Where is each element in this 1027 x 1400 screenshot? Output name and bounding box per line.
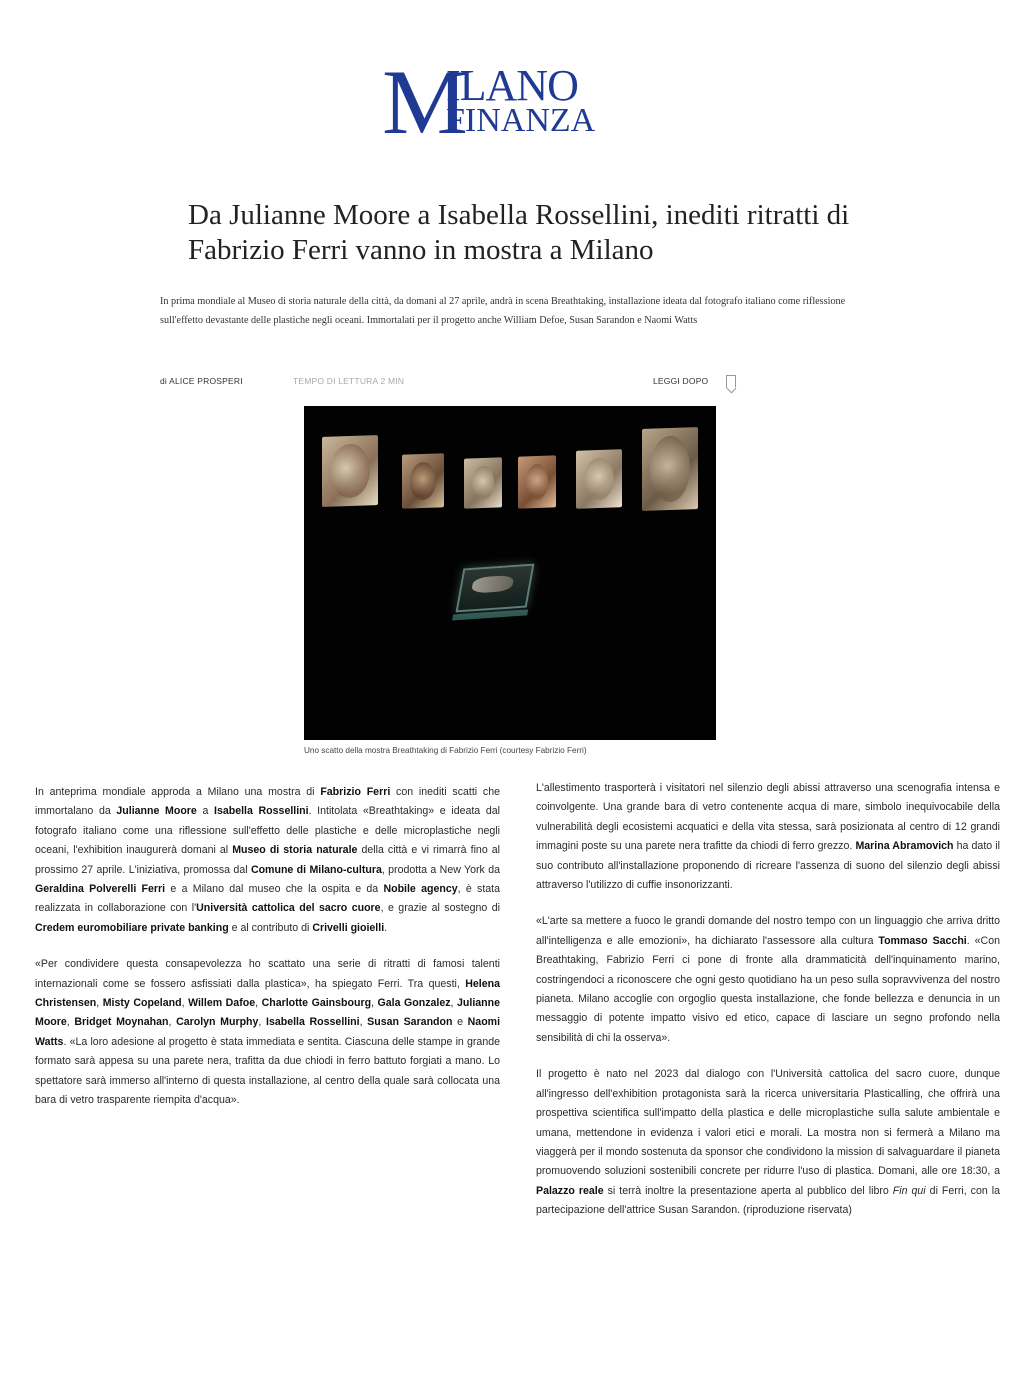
bold-text: Marina Abramovich bbox=[855, 840, 954, 853]
logo-word-finanza: FINANZA bbox=[446, 102, 596, 139]
body-paragraph bbox=[35, 783, 500, 938]
bold-text: Misty Copeland bbox=[102, 997, 182, 1010]
exhibition-photo bbox=[304, 406, 716, 740]
text-run: di Ferri, con la partecipazione dell'attrice Susan Sarandon. (riproduzione riservata) bbox=[536, 1184, 1001, 1217]
bold-text: Isabella Rossellini bbox=[214, 805, 309, 818]
text-run: , bbox=[168, 1016, 177, 1029]
text-run: , bbox=[450, 997, 458, 1010]
text-run: , è stata realizzata in collaborazione con l' bbox=[35, 883, 500, 915]
body-paragraph bbox=[536, 1065, 1000, 1220]
bold-text: Gala Gonzalez bbox=[377, 997, 451, 1010]
logo-letter-m: M bbox=[382, 51, 466, 153]
text-run: , prodotta a New York da bbox=[381, 863, 500, 876]
bold-text: Willem Dafoe bbox=[188, 997, 256, 1010]
bold-text: Tommaso Sacchi bbox=[878, 934, 967, 947]
text-run: , bbox=[255, 997, 262, 1010]
bold-text: Crivelli gioielli bbox=[312, 921, 385, 934]
read-later-button[interactable]: LEGGI DOPO bbox=[653, 376, 709, 386]
body-paragraph bbox=[35, 955, 500, 1110]
bookmark-icon[interactable] bbox=[726, 375, 736, 388]
text-run: . Intitolata «Breathtaking» e ideata dal fotografo italiano come una riflessione sull'effetto delle plastiche e delle microplastiche negli oceani, l'exhibition inaugurerà domani al bbox=[35, 805, 500, 857]
author-byline[interactable]: di ALICE PROSPERI bbox=[160, 376, 243, 386]
portrait-print bbox=[322, 435, 378, 507]
bold-text: Helena Christensen bbox=[35, 977, 500, 1010]
article-headline: Da Julianne Moore a Isabella Rossellini, inediti ritratti di Fabrizio Ferri vanno in mostra a Milano bbox=[188, 199, 850, 266]
bold-text: Geraldina Polverelli Ferri bbox=[35, 883, 166, 896]
text-run: Il progetto è nato nel 2023 dal dialogo con l'Università cattolica del sacro cuore, dunque all'ingresso dell'exhibition protagonista sarà la ricerca universitaria Plasticalling, che offrirà una prospettiva scientifica sull'impatto della plastica e delle microplastiche sulla salute ambientale e umana, mettendone in evidenza i valori etici e morali. La mostra non si fermerà a Milano ma viaggerà per il mondo sostenuta da sponsor che condividono la mission di salvaguardare il pianeta promuovendo soluzioni sostenibili concrete per ridurre l'uso di plastica. Domani, alle ore 18:30, a bbox=[536, 1068, 1000, 1178]
portrait-print bbox=[576, 449, 622, 509]
milano-finanza-logo[interactable] bbox=[380, 51, 640, 153]
body-paragraph bbox=[536, 779, 1000, 895]
text-run: . bbox=[384, 921, 388, 934]
reading-time: TEMPO DI LETTURA 2 MIN bbox=[293, 376, 405, 386]
text-run: «L'arte sa mettere a fuoco le grandi domande del nostro tempo con un linguaggio che arriva dritto all'intelligenza e alle emozioni», ha dichiarato l'assessore alla cultura bbox=[536, 915, 1000, 947]
bold-text: Comune di Milano-cultura bbox=[250, 863, 382, 876]
glass-coffin bbox=[456, 564, 535, 613]
text-run: e bbox=[452, 1016, 468, 1029]
article-body-left-column bbox=[35, 783, 500, 1128]
bold-text: Nobile agency bbox=[383, 883, 458, 896]
bold-text: Naomi Watts bbox=[35, 1016, 501, 1048]
text-run: «Per condividere questa consapevolezza ho scattato una serie di ritratti di famosi talenti internazionali come se fossero asfissiati dalla plastica», ha spiegato Ferri. Tra questi, bbox=[35, 958, 500, 990]
text-run: , bbox=[258, 1016, 267, 1029]
text-run: In anteprima mondiale approda a Milano una mostra di bbox=[35, 786, 321, 798]
bold-text: Bridget Moynahan bbox=[74, 1016, 169, 1029]
article-body-right-column bbox=[536, 779, 1000, 1238]
portrait-print bbox=[642, 427, 698, 511]
text-run: e al contributo di bbox=[228, 921, 313, 934]
bold-text: Palazzo reale bbox=[536, 1184, 604, 1197]
logo-word-ilano: ILANO bbox=[446, 61, 578, 110]
portrait-print bbox=[464, 457, 502, 508]
text-run: L'allestimento trasporterà i visitatori nel silenzio degli abissi attraverso una scenografia intensa e coinvolgente. Una grande bara di vetro contenente acqua di mare, simbolo inequivocabile della vulnerabilità degli ecosistemi acquatici e della vita stessa, sarà posizionata al centro di 12 grandi immagini poste su una parete nera trafitte da chiodi di ferro grezzo. bbox=[536, 782, 1000, 853]
bold-text: Credem euromobiliare private banking bbox=[35, 921, 229, 934]
text-run: della città e vi rimarrà fino al prossimo 27 aprile. L'iniziativa, promossa dal bbox=[35, 844, 501, 876]
bold-text: Museo di storia naturale bbox=[232, 844, 358, 857]
text-run: , bbox=[66, 1016, 75, 1029]
article-subtitle: In prima mondiale al Museo di storia naturale della città, da domani al 27 aprile, andrà in scena Breathtaking, installazione ideata dal fotografo italiano come riflessione sull'effetto devastante delle plastiche negli oceani. Immortalati per il progetto anche William Defoe, Susan Sarandon e Naomi Watts bbox=[160, 296, 846, 326]
text-run: , bbox=[359, 1016, 368, 1029]
text-run: , e grazie al sostegno di bbox=[380, 902, 500, 915]
text-run: . «Con Breathtaking, Fabrizio Ferri ci pone di fronte alla drammaticità dell'inquinamento marino, costringendoci a riconoscere che ogni gesto quotidiano ha un peso sulla sopravvivenza del nostro pianeta. Milano accoglie con orgoglio questa installazione, che fonde bellezza e denuncia in un messaggio di potente impatto visivo ed etico, capace di lasciare un segno profondo nella sensibilità di chi la osserva». bbox=[536, 934, 1000, 1044]
image-caption: Uno scatto della mostra Breathtaking di Fabrizio Ferri (courtesy Fabrizio Ferri) bbox=[304, 746, 587, 755]
text-run: con inediti scatti che immortalano da bbox=[35, 786, 500, 818]
bold-text: Susan Sarandon bbox=[367, 1016, 453, 1029]
text-run: . «La loro adesione al progetto è stata immediata e sentita. Ciascuna delle stampe in grande formato sarà appesa su una parete nera, trafitta da due chiodi in ferro battuto forgiati a mano. Lo spettatore sarà immerso all'interno di questa installazione, al centro della quale sarà collocata una bara di vetro trasparente riempita d'acqua». bbox=[35, 1035, 500, 1107]
bold-text: Julianne Moore bbox=[116, 805, 197, 818]
text-run: e a Milano dal museo che la ospita e da bbox=[165, 883, 384, 896]
text-run: , bbox=[371, 997, 378, 1010]
portrait-print bbox=[518, 455, 556, 508]
text-run: , bbox=[181, 997, 189, 1010]
bold-text: Julianne Moore bbox=[35, 997, 501, 1029]
bold-text: Isabella Rossellini bbox=[266, 1016, 360, 1029]
body-paragraph bbox=[536, 912, 1000, 1048]
bold-text: Fabrizio Ferri bbox=[320, 786, 391, 798]
text-run: ha dato il suo contributo all'installazione proponendo di ricreare l'assenza di suono del silenzio degli abissi attraverso l'utilizzo di cuffie insonorizzanti. bbox=[536, 840, 1000, 892]
text-run: , bbox=[96, 997, 103, 1010]
text-run: si terrà inoltre la presentazione aperta al pubblico del libro bbox=[603, 1184, 893, 1197]
portrait-print bbox=[402, 453, 444, 508]
text-run: a bbox=[196, 805, 215, 818]
bold-text: Università cattolica del sacro cuore bbox=[196, 902, 381, 915]
italic-text: Fin qui bbox=[892, 1184, 926, 1197]
bold-text: Carolyn Murphy bbox=[176, 1016, 259, 1029]
bold-text: Charlotte Gainsbourg bbox=[261, 997, 372, 1010]
